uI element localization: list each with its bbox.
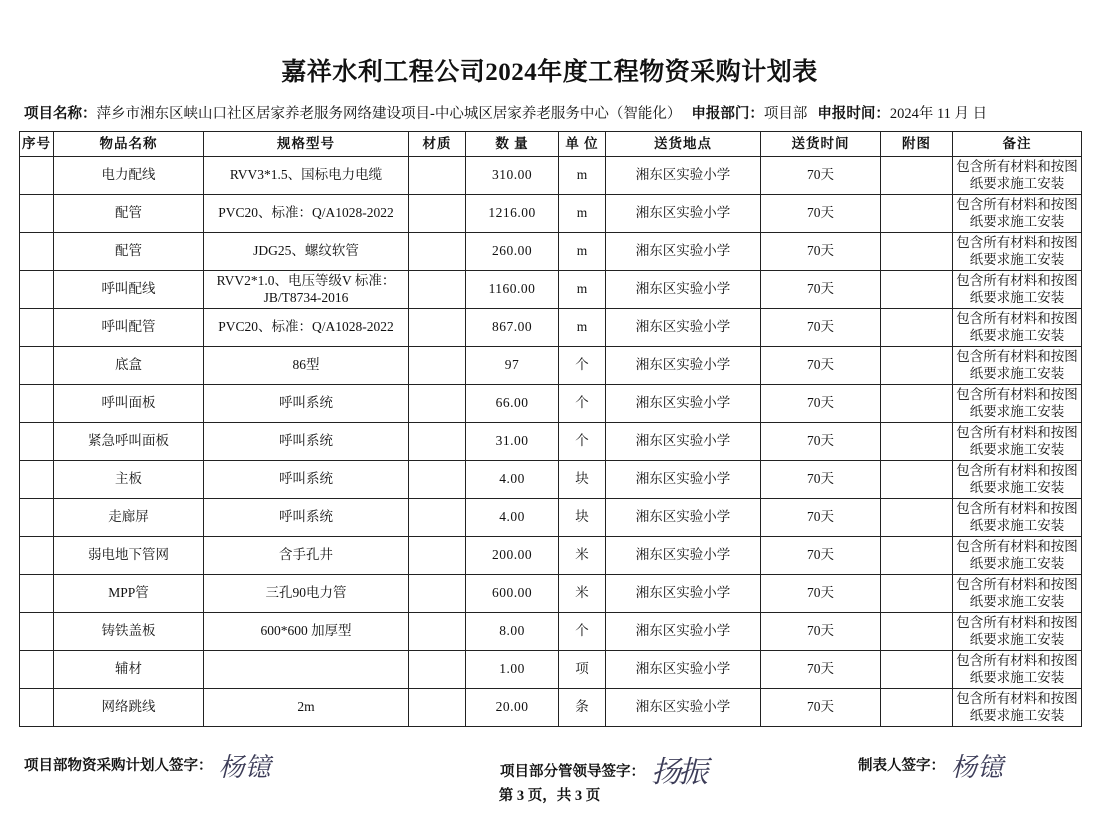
cell-delivery-time: 70天 <box>761 651 881 689</box>
cell-delivery-time: 70天 <box>761 499 881 537</box>
cell-name: 紧急呼叫面板 <box>54 423 204 461</box>
cell-spec: 三孔90电力管 <box>204 575 409 613</box>
cell-spec: 600*600 加厚型 <box>204 613 409 651</box>
cell-delivery-time: 70天 <box>761 613 881 651</box>
cell-attachment <box>881 575 953 613</box>
cell-quantity: 1216.00 <box>466 195 559 233</box>
cell-address: 湘东区实验小学 <box>606 157 761 195</box>
planner-signature-block <box>24 741 271 783</box>
cell-address: 湘东区实验小学 <box>606 651 761 689</box>
cell-address: 湘东区实验小学 <box>606 461 761 499</box>
table-row <box>20 689 1082 727</box>
cell-seq <box>20 423 54 461</box>
cell-address: 湘东区实验小学 <box>606 499 761 537</box>
planner-signature-label: 项目部物资采购计划人签字： <box>24 758 213 774</box>
cell-delivery-time: 70天 <box>761 347 881 385</box>
cell-quantity: 1160.00 <box>466 271 559 309</box>
cell-seq <box>20 499 54 537</box>
report-date-label: 申报时间： <box>817 106 890 122</box>
cell-material <box>409 195 466 233</box>
document-page <box>0 52 1099 823</box>
cell-unit: 米 <box>559 537 606 575</box>
cell-attachment <box>881 537 953 575</box>
cell-unit: 个 <box>559 385 606 423</box>
cell-attachment <box>881 271 953 309</box>
cell-remark: 包含所有材料和按图纸要求施工安装 <box>953 575 1082 613</box>
cell-delivery-time: 70天 <box>761 537 881 575</box>
table-row <box>20 309 1082 347</box>
table-header-row <box>20 132 1082 157</box>
cell-unit: m <box>559 195 606 233</box>
cell-spec: 含手孔井 <box>204 537 409 575</box>
col-header-quantity: 数 量 <box>466 132 559 157</box>
cell-address: 湘东区实验小学 <box>606 537 761 575</box>
cell-attachment <box>881 157 953 195</box>
cell-spec: 呼叫系统 <box>204 461 409 499</box>
table-row <box>20 499 1082 537</box>
cell-attachment <box>881 347 953 385</box>
cell-material <box>409 271 466 309</box>
table-row <box>20 651 1082 689</box>
cell-material <box>409 385 466 423</box>
table-row <box>20 157 1082 195</box>
cell-delivery-time: 70天 <box>761 233 881 271</box>
col-header-address: 送货地点 <box>606 132 761 157</box>
cell-seq <box>20 461 54 499</box>
procurement-table <box>19 131 1082 727</box>
cell-material <box>409 575 466 613</box>
cell-remark: 包含所有材料和按图纸要求施工安装 <box>953 537 1082 575</box>
cell-attachment <box>881 499 953 537</box>
cell-name: MPP管 <box>54 575 204 613</box>
cell-attachment <box>881 233 953 271</box>
table-row <box>20 613 1082 651</box>
page-title: 嘉祥水利工程公司2024年度工程物资采购计划表 <box>281 59 818 86</box>
table-row <box>20 271 1082 309</box>
table-row <box>20 461 1082 499</box>
cell-address: 湘东区实验小学 <box>606 233 761 271</box>
cell-name: 主板 <box>54 461 204 499</box>
cell-quantity: 200.00 <box>466 537 559 575</box>
cell-spec: JDG25、螺纹软管 <box>204 233 409 271</box>
cell-address: 湘东区实验小学 <box>606 271 761 309</box>
cell-spec: 2m <box>204 689 409 727</box>
cell-material <box>409 233 466 271</box>
cell-name: 配管 <box>54 233 204 271</box>
cell-spec: PVC20、标准：Q/A1028-2022 <box>204 195 409 233</box>
leader-signature-label: 项目部分管领导签字： <box>500 764 645 780</box>
cell-unit: 个 <box>559 613 606 651</box>
cell-quantity: 20.00 <box>466 689 559 727</box>
cell-seq <box>20 309 54 347</box>
cell-spec: PVC20、标准：Q/A1028-2022 <box>204 309 409 347</box>
cell-name: 呼叫面板 <box>54 385 204 423</box>
cell-address: 湘东区实验小学 <box>606 423 761 461</box>
cell-seq <box>20 385 54 423</box>
table-row <box>20 385 1082 423</box>
cell-spec: RVV3*1.5、国标电力电缆 <box>204 157 409 195</box>
table-row <box>20 537 1082 575</box>
cell-material <box>409 613 466 651</box>
department-label: 申报部门： <box>691 106 764 122</box>
table-row <box>20 195 1082 233</box>
project-name-value: 萍乡市湘东区峡山口社区居家养老服务网络建设项目-中心城区居家养老服务中心（智能化） <box>96 106 682 122</box>
maker-signature-value: 杨镱 <box>951 753 1004 783</box>
cell-delivery-time: 70天 <box>761 423 881 461</box>
cell-remark: 包含所有材料和按图纸要求施工安装 <box>953 157 1082 195</box>
cell-remark: 包含所有材料和按图纸要求施工安装 <box>953 499 1082 537</box>
col-header-spec: 规格型号 <box>204 132 409 157</box>
cell-attachment <box>881 651 953 689</box>
cell-remark: 包含所有材料和按图纸要求施工安装 <box>953 651 1082 689</box>
col-header-seq: 序号 <box>20 132 54 157</box>
cell-seq <box>20 575 54 613</box>
cell-delivery-time: 70天 <box>761 689 881 727</box>
maker-signature-label: 制表人签字： <box>858 758 945 774</box>
cell-delivery-time: 70天 <box>761 157 881 195</box>
cell-remark: 包含所有材料和按图纸要求施工安装 <box>953 613 1082 651</box>
cell-material <box>409 537 466 575</box>
cell-delivery-time: 70天 <box>761 385 881 423</box>
cell-unit: 个 <box>559 347 606 385</box>
cell-spec: 呼叫系统 <box>204 423 409 461</box>
cell-delivery-time: 70天 <box>761 461 881 499</box>
cell-seq <box>20 157 54 195</box>
col-header-unit: 单 位 <box>559 132 606 157</box>
meta-line <box>24 102 1081 123</box>
cell-remark: 包含所有材料和按图纸要求施工安装 <box>953 423 1082 461</box>
planner-signature-value: 杨镱 <box>218 753 271 783</box>
leader-signature-block <box>500 741 705 790</box>
cell-unit: m <box>559 271 606 309</box>
cell-spec: RVV2*1.0、电压等级V 标准：JB/T8734-2016 <box>204 271 409 309</box>
cell-quantity: 97 <box>466 347 559 385</box>
cell-remark: 包含所有材料和按图纸要求施工安装 <box>953 461 1082 499</box>
col-header-name: 物品名称 <box>54 132 204 157</box>
cell-seq <box>20 347 54 385</box>
cell-quantity: 1.00 <box>466 651 559 689</box>
cell-name: 网络跳线 <box>54 689 204 727</box>
cell-address: 湘东区实验小学 <box>606 309 761 347</box>
table-row <box>20 423 1082 461</box>
cell-material <box>409 347 466 385</box>
cell-name: 电力配线 <box>54 157 204 195</box>
cell-quantity: 31.00 <box>466 423 559 461</box>
cell-seq <box>20 613 54 651</box>
project-name-label: 项目名称： <box>24 106 97 122</box>
cell-name: 底盒 <box>54 347 204 385</box>
cell-quantity: 4.00 <box>466 461 559 499</box>
cell-attachment <box>881 385 953 423</box>
cell-material <box>409 651 466 689</box>
cell-spec <box>204 651 409 689</box>
cell-unit: 块 <box>559 499 606 537</box>
cell-unit: 个 <box>559 423 606 461</box>
cell-attachment <box>881 461 953 499</box>
cell-name: 呼叫配管 <box>54 309 204 347</box>
cell-remark: 包含所有材料和按图纸要求施工安装 <box>953 347 1082 385</box>
cell-unit: m <box>559 309 606 347</box>
cell-spec: 86型 <box>204 347 409 385</box>
cell-spec: 呼叫系统 <box>204 385 409 423</box>
cell-quantity: 867.00 <box>466 309 559 347</box>
cell-remark: 包含所有材料和按图纸要求施工安装 <box>953 195 1082 233</box>
cell-seq <box>20 537 54 575</box>
leader-signature-value: 扬振 <box>651 755 705 790</box>
cell-seq <box>20 651 54 689</box>
signature-area <box>18 741 1081 789</box>
cell-unit: 米 <box>559 575 606 613</box>
cell-address: 湘东区实验小学 <box>606 347 761 385</box>
cell-quantity: 66.00 <box>466 385 559 423</box>
page-footer: 第 3 页，共 3 页 <box>498 788 601 804</box>
cell-address: 湘东区实验小学 <box>606 385 761 423</box>
cell-attachment <box>881 195 953 233</box>
cell-delivery-time: 70天 <box>761 309 881 347</box>
cell-quantity: 4.00 <box>466 499 559 537</box>
cell-name: 辅材 <box>54 651 204 689</box>
cell-unit: m <box>559 157 606 195</box>
cell-seq <box>20 271 54 309</box>
cell-address: 湘东区实验小学 <box>606 195 761 233</box>
table-row <box>20 575 1082 613</box>
table-row <box>20 347 1082 385</box>
cell-unit: 块 <box>559 461 606 499</box>
cell-quantity: 8.00 <box>466 613 559 651</box>
col-header-delivery-time: 送货时间 <box>761 132 881 157</box>
cell-delivery-time: 70天 <box>761 575 881 613</box>
cell-remark: 包含所有材料和按图纸要求施工安装 <box>953 271 1082 309</box>
report-date-value: 2024年 11 月 日 <box>889 106 988 122</box>
cell-quantity: 310.00 <box>466 157 559 195</box>
cell-attachment <box>881 613 953 651</box>
cell-seq <box>20 689 54 727</box>
cell-name: 配管 <box>54 195 204 233</box>
cell-attachment <box>881 309 953 347</box>
department-value: 项目部 <box>763 106 808 122</box>
cell-remark: 包含所有材料和按图纸要求施工安装 <box>953 385 1082 423</box>
cell-name: 弱电地下管网 <box>54 537 204 575</box>
cell-address: 湘东区实验小学 <box>606 575 761 613</box>
maker-signature-block <box>858 741 1004 783</box>
cell-remark: 包含所有材料和按图纸要求施工安装 <box>953 689 1082 727</box>
cell-seq <box>20 233 54 271</box>
cell-name: 铸铁盖板 <box>54 613 204 651</box>
cell-material <box>409 499 466 537</box>
cell-address: 湘东区实验小学 <box>606 689 761 727</box>
col-header-material: 材质 <box>409 132 466 157</box>
cell-material <box>409 157 466 195</box>
cell-unit: 条 <box>559 689 606 727</box>
cell-delivery-time: 70天 <box>761 195 881 233</box>
table-row <box>20 233 1082 271</box>
cell-attachment <box>881 689 953 727</box>
cell-name: 走廊屏 <box>54 499 204 537</box>
cell-attachment <box>881 423 953 461</box>
cell-quantity: 600.00 <box>466 575 559 613</box>
cell-quantity: 260.00 <box>466 233 559 271</box>
cell-material <box>409 689 466 727</box>
cell-remark: 包含所有材料和按图纸要求施工安装 <box>953 309 1082 347</box>
cell-unit: 项 <box>559 651 606 689</box>
cell-remark: 包含所有材料和按图纸要求施工安装 <box>953 233 1082 271</box>
cell-spec: 呼叫系统 <box>204 499 409 537</box>
col-header-remark: 备注 <box>953 132 1082 157</box>
cell-seq <box>20 195 54 233</box>
col-header-attachment: 附图 <box>881 132 953 157</box>
cell-delivery-time: 70天 <box>761 271 881 309</box>
cell-name: 呼叫配线 <box>54 271 204 309</box>
cell-material <box>409 461 466 499</box>
cell-material <box>409 309 466 347</box>
cell-unit: m <box>559 233 606 271</box>
cell-material <box>409 423 466 461</box>
cell-address: 湘东区实验小学 <box>606 613 761 651</box>
